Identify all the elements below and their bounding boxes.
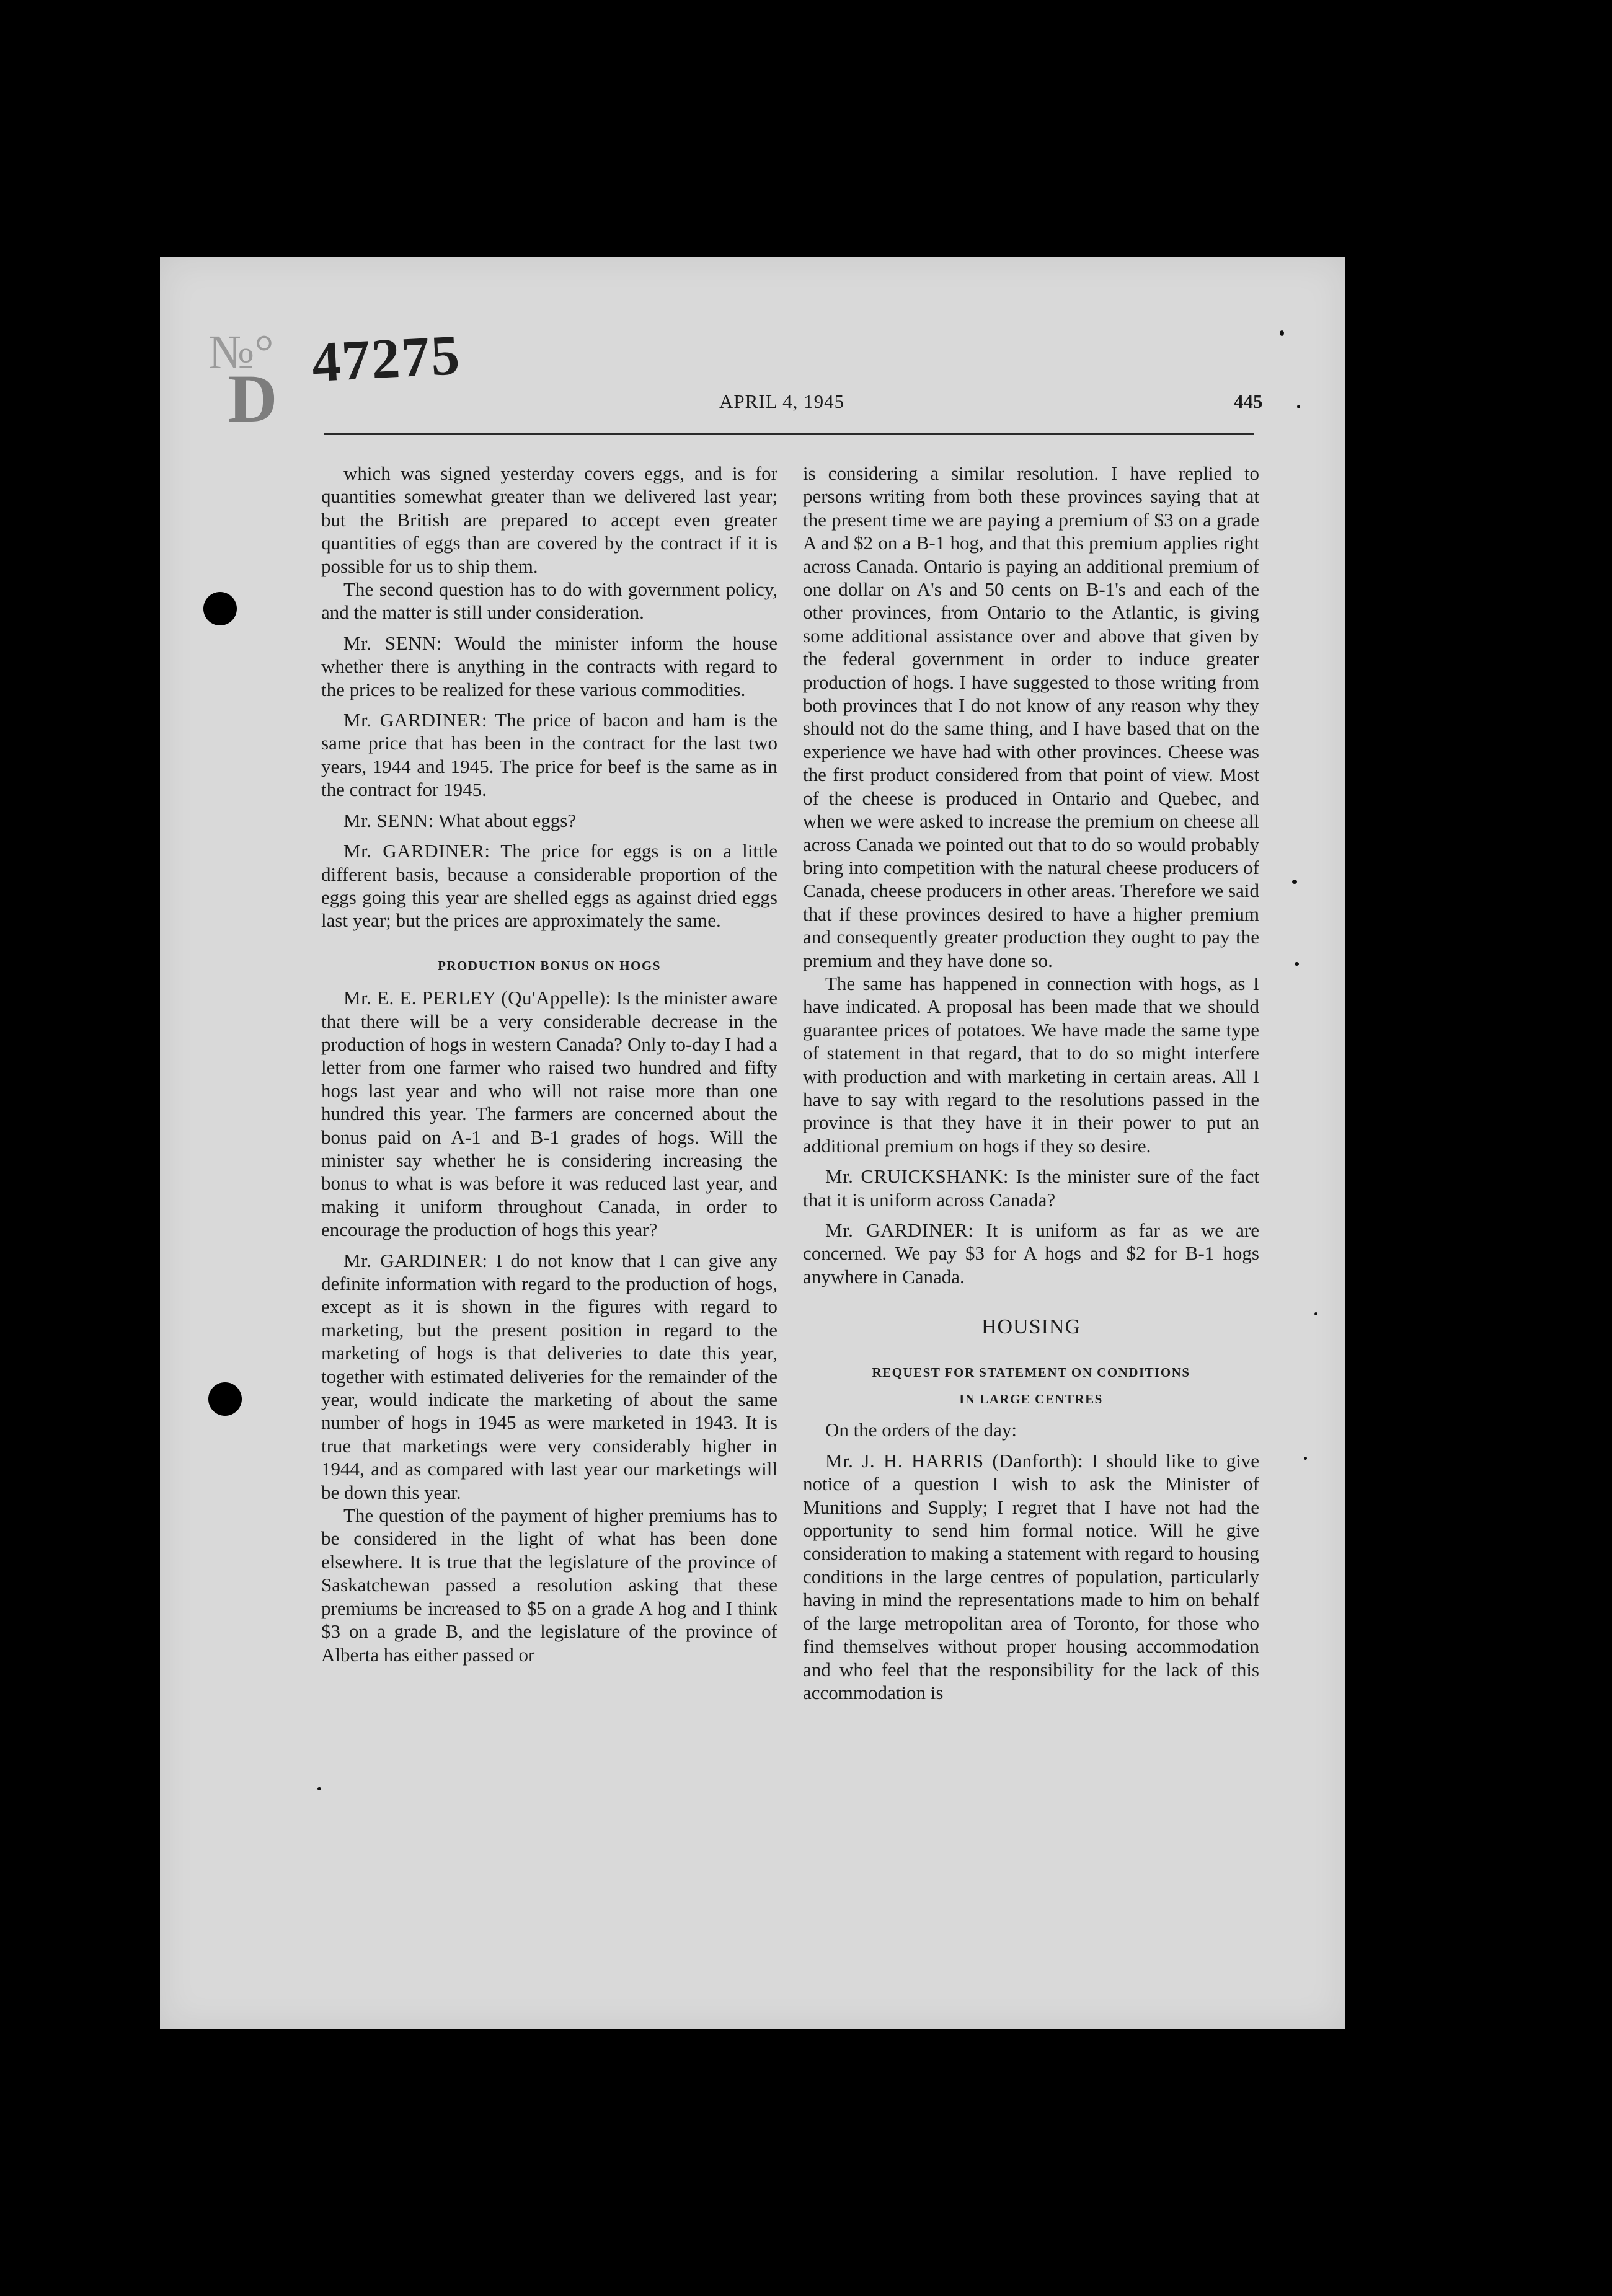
speck bbox=[1295, 962, 1299, 966]
paragraph bbox=[321, 709, 777, 801]
paragraph bbox=[803, 462, 1259, 972]
paragraph bbox=[321, 809, 777, 832]
paragraph bbox=[321, 632, 777, 701]
paragraph-text: The second question has to do with government policy, and the matter is still under consideration. bbox=[321, 578, 777, 624]
speck bbox=[1292, 880, 1297, 884]
paragraph-text: The question of the payment of higher premiums has to be considered in the light of what has been done elsewhere. It is true that the legislature of the province of Saskatchewan passed a resolution asking that these premiums be increased to $5 on a grade A hog and I think $3 on a grade B, and the legislature of the province of Alberta has either passed or bbox=[321, 1504, 777, 1666]
punch-hole-bottom bbox=[208, 1382, 242, 1416]
paragraph-text: I do not know that I can give any definite information with regard to the production of hogs, except as it is shown in the figures with regard to marketing, but the present position in regard to the marketing of hogs is that deliveries to date this year, together with estimated deliveries for the remainder of the year, would indicate the marketing of about the same number of hogs in 1945 as were marketed in 1943. It is true that marketings were very considerably higher in 1944, and as compared with last year our marketings will be down this year. bbox=[321, 1249, 778, 1503]
paragraph bbox=[803, 972, 1259, 1157]
paragraph bbox=[321, 578, 777, 624]
paragraph-text: Is the minister aware that there will be a very considerable decrease in the production of hogs in western Canada? Only to-day I had a letter from one farmer who raised two hundred and fifty hogs last year and who will not raise more than one hundred this year. The farmers are concerned about the bonus paid on A-1 and B-1 grades of hogs. Will the minister say whether he is considering increasing the bonus to what is was before it was reduced last year, and making it uniform throughout Canada, in order to encourage the production of hogs this year? bbox=[321, 987, 777, 1241]
paragraph bbox=[803, 1219, 1259, 1288]
paragraph bbox=[803, 1418, 1259, 1441]
margin-mark-d: D bbox=[228, 361, 278, 436]
stamp-number: 47275 bbox=[310, 322, 463, 394]
paragraph-text: is considering a similar resolution. I have replied to persons writing from both these provinces saying that at the present time we are paying a premium of $3 on a grade A and $2 on a B-1 hog, and that this premium applies right across Canada. Ontario is paying an additional premium of one dollar on A's and 50 cents on B-1's and each of the other provinces, from Ontario to the Atlantic, is giving some additional assistance over and above that given by the federal government in order to induce greater production of hogs. I have suggested to those writing from both provinces that I do not know of any reason why they should not do the same thing, and I have based that on the experience we have had with other provinces. Cheese was the first product considered from that point of view. Most of the cheese is produced in Ontario and Quebec, and when we were asked to increase the premium on cheese all across Canada we pointed out that to do so would probably bring into competition with the natural cheese producers of Canada, cheese producers in other areas. Therefore we said that if these provinces desired to have a higher premium and consequently greater production they ought to pay the premium and they have done so. bbox=[803, 462, 1259, 971]
speaker-name: Mr. CRUICKSHANK: bbox=[825, 1165, 1009, 1188]
header-rule bbox=[324, 433, 1254, 435]
paragraph-text: I should like to give notice of a question I wish to ask the Minister of Munitions and Supply; I regret that I have not had the opportunity to send him formal notice. Will he give consideration to making a statement with regard to housing conditions in the large centres of population, particularly having in mind the representations made to him on behalf of the large metropolitan area of Toronto, for those who find themselves without proper housing accommodation and who feel that the responsibility for the lack of this accommodation is bbox=[803, 1449, 1259, 1703]
paragraph-text: Would the minister inform the house whether there is anything in the contracts with regard to the prices to be realized for these various commodities. bbox=[321, 632, 777, 700]
paragraph bbox=[321, 462, 777, 578]
speck bbox=[1304, 1457, 1307, 1460]
speck bbox=[1280, 330, 1284, 336]
section-heading: HOUSING bbox=[981, 1315, 1081, 1339]
paragraph-text: The price of bacon and ham is the same price that has been in the contract for the last two years, 1944 and 1945. The price for beef is the same as in the contract for 1945. bbox=[321, 709, 777, 801]
speck bbox=[1297, 405, 1300, 408]
paragraph bbox=[321, 839, 777, 932]
margin-mark-faint: №° bbox=[208, 325, 274, 379]
paragraph-text: It is uniform as far as we are concerned. We pay $3 for A hogs and $2 for B-1 hogs anywhere in Canada. bbox=[803, 1219, 1259, 1287]
subheading: PRODUCTION BONUS ON HOGS bbox=[438, 958, 661, 973]
subheading-line-2: IN LARGE CENTRES bbox=[959, 1392, 1103, 1407]
paragraph bbox=[321, 1504, 777, 1666]
speaker-name: Mr. GARDINER: bbox=[825, 1219, 974, 1241]
speaker-name: Mr. E. E. PERLEY (Qu'Appelle): bbox=[343, 987, 611, 1009]
paragraph-text: The same has happened in connection with hogs, as I have indicated. A proposal has been made that we should guarantee prices of potatoes. We have made the same type of statement in that regard, that to do so might interfere with production and with marketing in certain areas. All I have to say with regard to the resolutions passed in the province is that they have it in their power to put an additional premium on hogs if they so desire. bbox=[803, 972, 1259, 1157]
subheading: REQUEST FOR STATEMENT ON CONDITIONS bbox=[872, 1364, 1190, 1380]
paragraph-text: which was signed yesterday covers eggs, and is for quantities somewhat greater than we delivered last year; but the British are prepared to accept even greater quantities of eggs than are covered by the contract if it is possible for us to ship them. bbox=[321, 462, 777, 577]
speck bbox=[1314, 1312, 1318, 1315]
document-page bbox=[160, 257, 1345, 2029]
paragraph-text: Is the minister sure of the fact that it is uniform across Canada? bbox=[803, 1165, 1259, 1211]
speaker-name: Mr. SENN: bbox=[343, 632, 442, 654]
speaker-name: Mr. GARDINER: bbox=[343, 709, 487, 731]
speaker-name: Mr. GARDINER: bbox=[343, 840, 490, 862]
speaker-name: Mr. J. H. HARRIS (Danforth): bbox=[825, 1449, 1084, 1472]
paragraph-text: On the orders of the day: bbox=[825, 1419, 1017, 1441]
paragraph-text: What about eggs? bbox=[433, 809, 577, 831]
right-column bbox=[803, 462, 1259, 1704]
speaker-name: Mr. SENN: bbox=[343, 809, 434, 831]
paragraph-text: The price for eggs is on a little different basis, because a considerable proportion of the eggs going this year are shelled eggs as against dried eggs last year; but the prices are approximately the same. bbox=[321, 840, 777, 932]
paragraph bbox=[321, 986, 777, 1241]
paragraph bbox=[803, 1165, 1259, 1211]
page-number: 445 bbox=[1234, 391, 1263, 412]
punch-hole-top bbox=[203, 592, 237, 625]
running-head-date: APRIL 4, 1945 bbox=[719, 391, 845, 412]
paragraph bbox=[321, 1249, 777, 1504]
speaker-name: Mr. GARDINER: bbox=[343, 1249, 488, 1271]
speck bbox=[317, 1787, 321, 1790]
paragraph bbox=[803, 1449, 1259, 1704]
left-column bbox=[321, 462, 777, 1666]
